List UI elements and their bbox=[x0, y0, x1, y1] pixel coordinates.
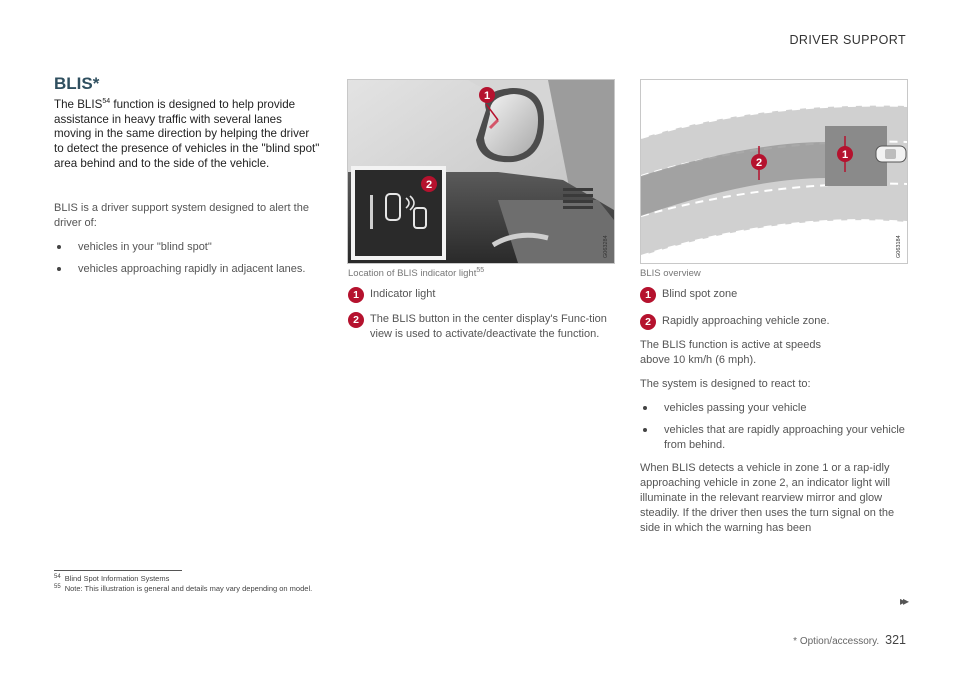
lead-text: BLIS is a driver support system designed to alert the driver of: bbox=[54, 202, 309, 229]
bullet-list bbox=[640, 401, 906, 453]
callout-item-2 bbox=[348, 312, 614, 341]
footnote-text: Note: This illustration is general and details may vary depending on model. bbox=[64, 584, 313, 593]
list-item: vehicles approaching rapidly in adjacent lanes. bbox=[54, 262, 322, 277]
list-item: vehicles passing your vehicle bbox=[640, 401, 906, 416]
footnote-ref-54: 54 bbox=[102, 98, 111, 106]
intro-text-b: function is designed to help provide assistance in heavy traffic with several lanes moving in the same direction by helping the driver to detect the presence of vehicles in the "blind spot" area behind and to the side of the vehicle. bbox=[54, 98, 320, 170]
right-body bbox=[640, 338, 906, 536]
mirror-illustration bbox=[348, 80, 614, 263]
intro-paragraph bbox=[54, 98, 322, 172]
callout-badge: 2 bbox=[348, 312, 364, 328]
callout-text: Rapidly approaching vehicle zone. bbox=[662, 315, 830, 327]
caption-text: Location of BLIS indicator light bbox=[348, 268, 477, 279]
detection-paragraph: When BLIS detects a vehicle in zone 1 or a rap-idly approaching vehicle in zone 2, an indicator light will illuminate in the relevant rearview mirror and glow steadily. If the driver then uses the turn signal on the side in which the warning has been bbox=[640, 462, 895, 534]
list-item: vehicles in your "blind spot" bbox=[54, 240, 322, 255]
footnote-54 bbox=[54, 574, 169, 583]
intro-text-a: The BLIS bbox=[54, 98, 103, 111]
left-body bbox=[54, 201, 322, 284]
figure-caption-1 bbox=[348, 268, 484, 279]
figure-blis-overview bbox=[640, 79, 908, 264]
footnote-number: 54 bbox=[54, 573, 61, 580]
footnote-number: 55 bbox=[54, 583, 61, 590]
option-note: * Option/accessory. bbox=[793, 636, 880, 647]
callout-text: Blind spot zone bbox=[662, 288, 738, 300]
figure-blis-indicator bbox=[347, 79, 615, 264]
footnote-ref-55: 55 bbox=[476, 266, 485, 274]
figure1-callouts bbox=[348, 287, 614, 341]
callout-text: The BLIS button in the center display's Func-tion view is used to activate/deactivate the function. bbox=[370, 313, 607, 340]
overview-illustration bbox=[641, 80, 907, 263]
figure-code-1: G063284 bbox=[603, 235, 609, 258]
callout-badge: 2 bbox=[640, 314, 656, 330]
svg-text:1: 1 bbox=[483, 90, 491, 102]
page-title: BLIS* bbox=[54, 74, 100, 93]
footnote-text: Blind Spot Information Systems bbox=[64, 574, 170, 583]
section-header: DRIVER SUPPORT bbox=[789, 33, 906, 47]
callout-text: Indicator light bbox=[370, 288, 436, 300]
svg-text:1: 1 bbox=[841, 149, 849, 161]
callout-item-2 bbox=[640, 314, 906, 330]
speed-paragraph: The BLIS function is active at speeds above 10 km/h (6 mph). bbox=[640, 339, 821, 366]
bullet-list bbox=[54, 240, 322, 277]
callout-item-1 bbox=[348, 287, 614, 303]
footnote-55 bbox=[54, 584, 312, 593]
page-number: 321 bbox=[885, 633, 906, 647]
figure-caption-2: BLIS overview bbox=[640, 268, 701, 279]
callout-badge: 1 bbox=[348, 287, 364, 303]
figure2-callouts bbox=[640, 287, 906, 330]
list-item: vehicles that are rapidly approaching your vehicle from behind. bbox=[640, 423, 906, 453]
footnote-rule bbox=[54, 570, 182, 571]
next-page-icon[interactable]: ▸▸ bbox=[899, 594, 906, 608]
svg-text:2: 2 bbox=[755, 157, 763, 169]
callout-badge: 1 bbox=[640, 287, 656, 303]
svg-text:2: 2 bbox=[425, 179, 433, 191]
page-footer bbox=[793, 633, 906, 647]
react-paragraph: The system is designed to react to: bbox=[640, 378, 811, 390]
callout-item-1 bbox=[640, 287, 906, 303]
figure-code-2: G063184 bbox=[896, 235, 902, 258]
